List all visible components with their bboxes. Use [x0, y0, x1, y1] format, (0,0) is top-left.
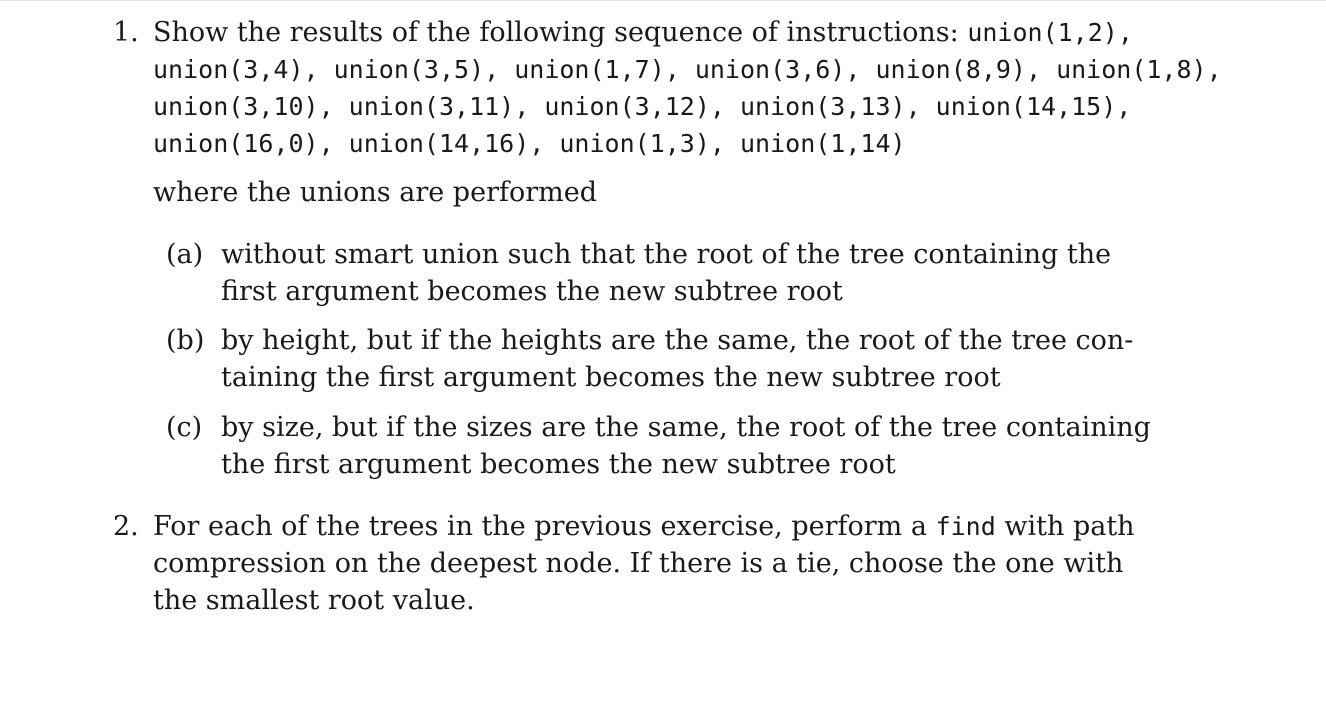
- exercise-2-text-before: For each of the trees in the previous exercise, perform a: [153, 511, 927, 542]
- exercise-2-line-2: compression on the deepest node. If there is a tie, choose the one with: [153, 548, 1124, 579]
- subitem-c-line-2: the first argument becomes the new subtree root: [221, 449, 896, 480]
- exercise-1-tail: where the unions are performed: [153, 177, 597, 208]
- subitem-a-label: (a): [166, 239, 204, 270]
- exercise-2-find-code: find: [935, 512, 996, 541]
- subitem-b-line-2: taining the first argument becomes the new subtree root: [221, 362, 1001, 393]
- exercise-1-number: 1.: [113, 17, 139, 48]
- exercise-2-line-1: [153, 508, 1135, 545]
- exercise-1-first-union: union(1,2),: [967, 18, 1133, 47]
- exercise-1-code-line-2: union(3,10), union(3,11), union(3,12), union(3,13), union(14,15),: [153, 92, 1132, 121]
- exercise-1-code-line-1: union(3,4), union(3,5), union(1,7), union(3,6), union(8,9), union(1,8),: [153, 55, 1222, 84]
- exercise-1-intro-text: Show the results of the following sequence of instructions:: [153, 17, 959, 48]
- subitem-b-label: (b): [166, 325, 205, 356]
- exercise-1-line-1: [153, 14, 1133, 51]
- top-border: [0, 0, 1326, 1]
- exercise-2-number: 2.: [113, 511, 139, 542]
- subitem-b-line-1: by height, but if the heights are the same, the root of the tree con-: [221, 325, 1134, 356]
- subitem-a-line-1: without smart union such that the root of the tree containing the: [221, 239, 1112, 270]
- exercise-2-text-after: with path: [1004, 511, 1135, 542]
- subitem-a-line-2: first argument becomes the new subtree root: [221, 276, 843, 307]
- subitem-c-label: (c): [166, 412, 203, 443]
- subitem-c-line-1: by size, but if the sizes are the same, the root of the tree containing: [221, 412, 1151, 443]
- exercise-1-code-line-3: union(16,0), union(14,16), union(1,3), union(1,14): [153, 129, 906, 158]
- exercise-2-line-3: the smallest root value.: [153, 585, 475, 616]
